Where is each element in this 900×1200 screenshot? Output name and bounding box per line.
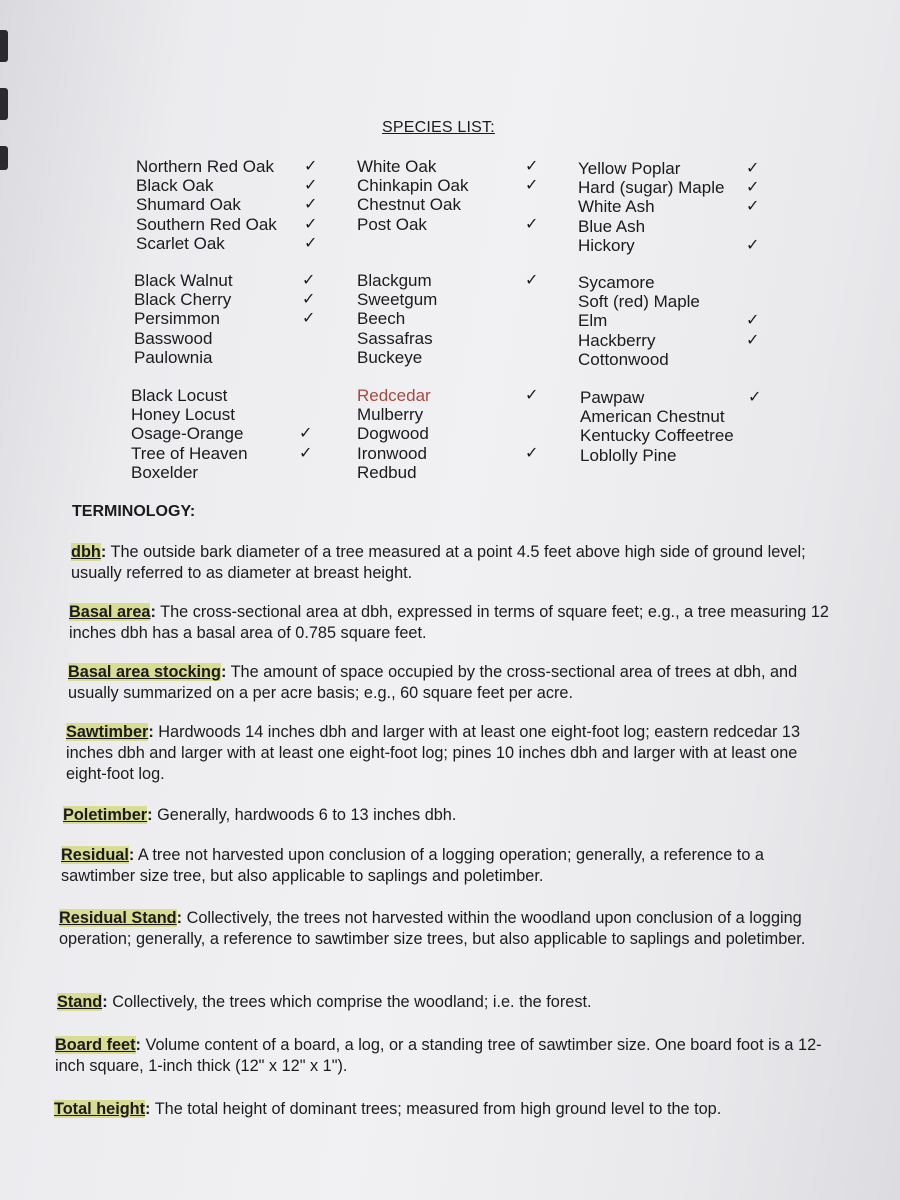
species-row [580,465,780,484]
species-name: Persimmon [134,309,220,329]
species-row [357,463,557,482]
term-text: Hardwoods 14 inches dbh and larger with at least one eight-foot log; eastern redcedar 13 inches dbh and larger with at least one eight-foot log; pines 10 inches dbh and larger with at least one eight-foot log. [66,723,800,783]
species-name: Blue Ash [578,216,646,236]
species-row [136,157,336,176]
term-text: Collectively, the trees which comprise the woodland; i.e. the forest. [112,993,592,1011]
term-label: Basal area [69,603,151,621]
term-label: Sawtimber [66,723,149,741]
species-name: White Ash [578,197,655,217]
species-name: Loblolly Pine [580,445,677,465]
check-mark-icon: ✓ [525,177,539,195]
species-row [357,329,557,348]
check-mark-icon: ✓ [525,444,539,462]
species-row [578,236,778,255]
species-row [131,424,331,443]
species-group [131,386,331,482]
species-row [578,311,778,330]
term-label: Basal area stocking [68,663,221,681]
check-mark-icon: ✓ [525,387,539,404]
species-name: Sycamore [578,273,655,292]
check-mark-icon: ✓ [525,158,539,175]
species-row [131,444,331,463]
term-definition [66,722,830,785]
term-colon: : [135,1036,141,1054]
terminology-heading: TERMINOLOGY: [72,503,196,520]
binder-ring-mark [0,88,8,120]
term-colon: : [147,806,153,824]
check-mark-icon: ✓ [304,215,318,233]
species-name: Black Cherry [134,290,232,310]
species-row [357,386,557,405]
species-list-title: SPECIES LIST: [382,119,495,136]
species-row [357,348,557,367]
check-mark-icon: ✓ [304,196,318,214]
check-mark-icon: ✓ [746,236,760,254]
term-text: Generally, hardwoods 6 to 13 inches dbh. [157,806,457,824]
check-mark-icon: ✓ [746,312,760,330]
species-name: Hackberry [578,330,656,350]
term-text: Volume content of a board, a log, or a standing tree of sawtimber size. One board foot is a 12-inch square, 1-inch thick (12" x 12" x 1"). [55,1036,822,1075]
species-row [580,388,780,407]
term-text: The outside bark diameter of a tree measured at a point 4.5 feet above high side of ground level; usually referred to as diameter at breast height. [71,543,806,582]
term-colon: : [145,1100,151,1118]
species-name: Cottonwood [578,349,669,369]
check-mark-icon: ✓ [304,158,318,175]
check-mark-icon: ✓ [746,179,760,197]
check-mark-icon: ✓ [746,331,760,349]
term-text: A tree not harvested upon conclusion of a logging operation; generally, a reference to a sawtimber size tree, but also applicable to saplings and poletimber. [61,846,764,885]
species-group [136,157,336,253]
species-row [578,178,778,197]
term-definition [63,805,830,826]
term-definition [59,908,830,950]
species-name: Black Oak [136,176,214,196]
species-group [134,271,334,367]
check-mark-icon: ✓ [746,160,760,177]
species-name: Black Locust [131,386,228,405]
species-row [357,290,557,309]
species-row [136,195,336,214]
check-mark-icon: ✓ [299,425,313,443]
check-mark-icon: ✓ [302,310,316,328]
species-name: Basswood [134,328,213,348]
species-name: Honey Locust [131,405,235,425]
species-name: Soft (red) Maple [578,292,700,312]
species-row [134,290,334,309]
species-row [357,424,557,443]
term-label: Poletimber [63,806,148,824]
species-name: Dogwood [357,424,429,444]
species-row [136,215,336,234]
check-mark-icon: ✓ [746,198,760,216]
species-row [580,426,780,445]
term-label: Residual [61,846,129,864]
species-row [578,331,778,350]
species-name: Chinkapin Oak [357,176,469,196]
species-row [578,350,778,369]
species-name: Ironwood [357,443,427,463]
species-row [578,159,778,178]
species-name: Paulownia [134,347,213,367]
species-name: Scarlet Oak [136,233,225,253]
species-name: Post Oak [357,214,427,234]
term-text: The total height of dominant trees; measured from high ground level to the top. [154,1100,722,1118]
term-colon: : [100,543,107,561]
species-name: Elm [578,311,608,331]
term-label: dbh [71,543,101,561]
species-row [134,309,334,328]
species-row [134,329,334,348]
species-name: American Chestnut [580,407,725,427]
species-name: Sweetgum [357,290,438,310]
species-name: Beech [357,309,406,329]
species-row [131,405,331,424]
species-name: Shumard Oak [136,195,241,215]
term-text: The cross-sectional area at dbh, expressed in terms of square feet; e.g., a tree measuring 12 inches dbh has a basal area of 0.785 square feet. [69,603,829,642]
check-mark-icon: ✓ [299,444,313,462]
species-row [357,309,557,328]
term-colon: : [102,993,108,1011]
species-row [578,217,778,236]
species-row [357,405,557,424]
species-name: Southern Red Oak [136,214,277,234]
term-definition [57,992,830,1013]
term-definition [54,1099,830,1120]
species-name: Boxelder [131,462,199,482]
species-row [357,444,557,463]
species-name: Hickory [578,235,635,255]
term-colon: : [148,723,154,741]
check-mark-icon: ✓ [525,272,539,289]
species-row [357,157,557,176]
species-name: Hard (sugar) Maple [578,178,725,198]
species-row [580,446,780,465]
species-row [357,176,557,195]
term-label: Residual Stand [59,909,177,927]
term-colon: : [128,846,135,864]
term-colon: : [220,663,227,681]
species-row [578,197,778,216]
term-label: Board feet [55,1036,136,1054]
check-mark-icon: ✓ [302,291,316,309]
check-mark-icon: ✓ [304,234,318,252]
term-text: Collectively, the trees not harvested within the woodland upon conclusion of a logging operation; generally, a reference to sawtimber size trees, but also applicable to saplings and poletimber. [59,909,806,948]
species-name: Osage-Orange [131,424,244,444]
species-row [136,234,336,253]
species-name: Buckeye [357,347,423,367]
species-group [357,157,557,253]
species-row [136,176,336,195]
species-name: Mulberry [357,405,424,425]
species-row [357,234,557,253]
term-definition [68,662,830,704]
species-name: Yellow Poplar [578,159,681,178]
check-mark-icon: ✓ [304,177,318,195]
species-group [357,386,557,482]
species-row [578,273,778,292]
species-group [580,388,780,484]
check-mark-icon: ✓ [748,389,762,406]
term-definition [61,845,830,887]
species-row [357,215,557,234]
species-name: Sassafras [357,328,433,348]
species-name: White Oak [357,157,437,176]
species-row [357,195,557,214]
check-mark-icon: ✓ [525,215,539,233]
term-definition [71,542,830,584]
term-label: Total height [54,1100,146,1118]
species-name: Kentucky Coffeetree [580,426,734,446]
term-colon: : [150,603,156,621]
check-mark-icon: ✓ [302,272,316,289]
species-group [578,159,778,255]
species-row [578,292,778,311]
species-group [578,273,778,369]
species-name: Chestnut Oak [357,195,461,215]
term-text: The amount of space occupied by the cross-sectional area of trees at dbh, and usually summarized on a per acre basis; e.g., 60 square feet per acre. [68,663,798,702]
term-colon: : [176,909,183,927]
term-label: Stand [57,993,103,1011]
species-group [357,271,557,367]
species-name: Redcedar [357,386,431,405]
term-definition [55,1035,830,1077]
term-definition [69,602,830,644]
species-row [134,271,334,290]
species-row [357,271,557,290]
binder-ring-mark [0,146,8,170]
species-name: Pawpaw [580,388,645,407]
species-row [131,386,331,405]
species-name: Blackgum [357,271,432,290]
species-name: Tree of Heaven [131,443,248,463]
species-name: Black Walnut [134,271,233,290]
species-row [134,348,334,367]
species-name: Redbud [357,462,417,482]
species-name: Northern Red Oak [136,157,274,176]
binder-ring-mark [0,30,8,62]
species-row [131,463,331,482]
species-row [580,407,780,426]
